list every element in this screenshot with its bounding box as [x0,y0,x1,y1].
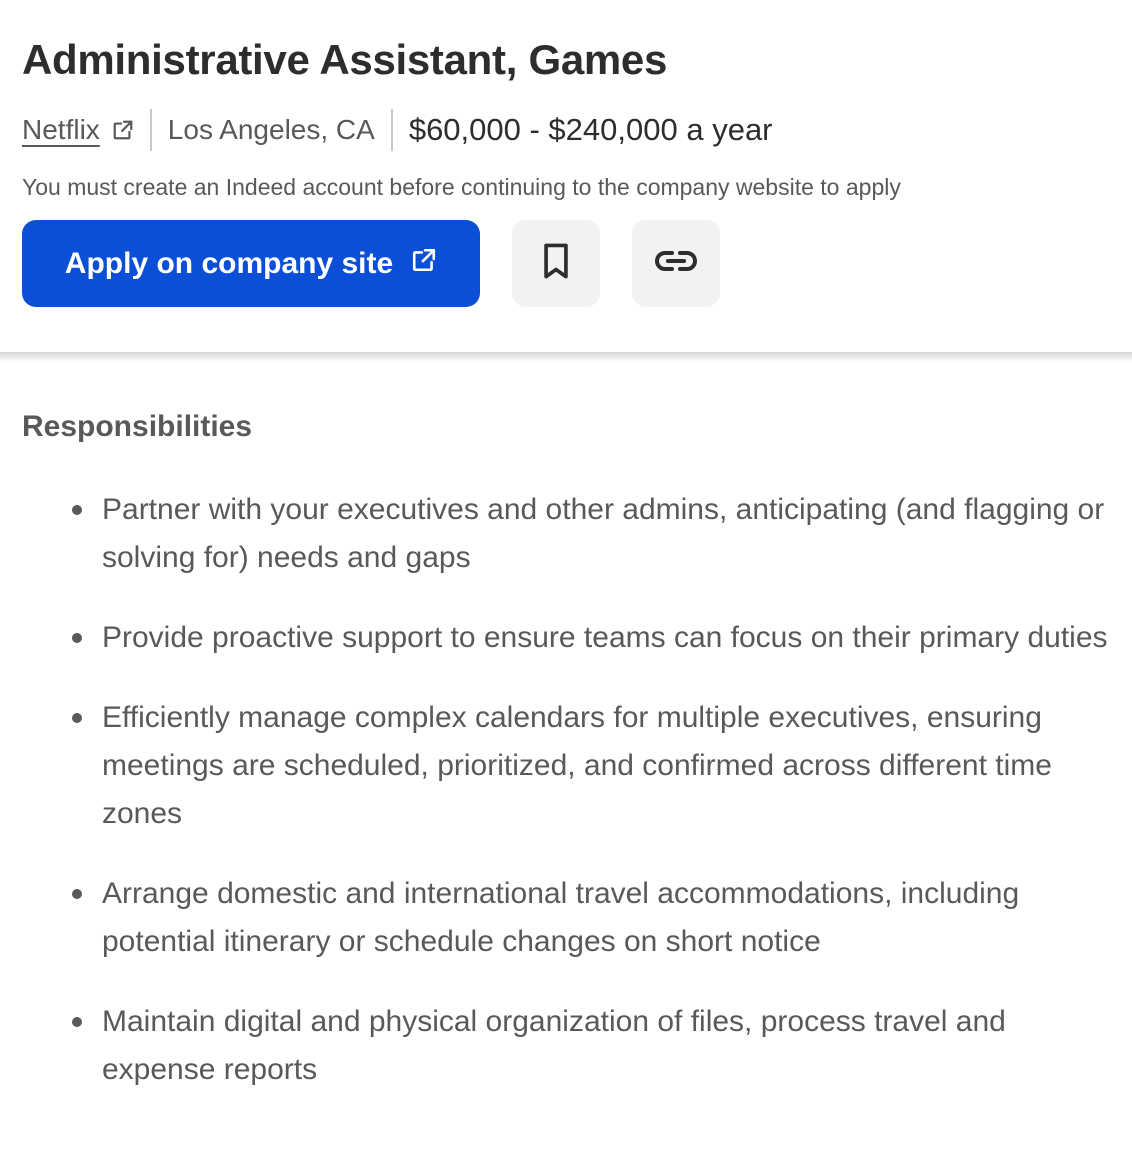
list-item [72,694,1112,838]
link-icon [654,246,698,281]
bullet-icon [72,633,82,643]
apply-button-label: Apply on company site [64,246,394,280]
meta-divider [391,109,393,151]
external-link-icon[interactable] [112,119,134,141]
list-item [72,614,1112,662]
bullet-icon [72,889,82,899]
list-item-text: Partner with your executives and other admins, anticipating (and flagging or solving for) needs and gaps [102,493,1105,574]
list-item [72,998,1112,1094]
external-link-icon [411,247,437,281]
header-shadow-divider [0,352,1132,362]
bookmark-icon [539,242,573,285]
list-item-text: Provide proactive support to ensure teams can focus on their primary duties [102,621,1108,654]
save-job-button[interactable] [512,220,600,307]
responsibilities-heading: Responsibilities [22,410,253,443]
job-header [0,0,1132,358]
job-description [0,358,1132,1172]
job-salary: $60,000 - $240,000 a year [408,112,773,147]
list-item [72,486,1112,582]
job-title: Administrative Assistant, Games [22,36,668,83]
list-item-text: Maintain digital and physical organization of files, process travel and expense reports [102,1005,1006,1086]
apply-on-company-site-button[interactable] [22,220,480,307]
meta-divider [150,109,152,151]
job-location: Los Angeles, CA [167,114,375,145]
bullet-icon [72,1017,82,1027]
company-link[interactable]: Netflix [22,114,100,145]
copy-link-button[interactable] [632,220,720,307]
bullet-icon [72,713,82,723]
list-item-text: Arrange domestic and international travel accommodations, including potential itinerary or schedule changes on short notice [102,877,1020,958]
bullet-icon [72,505,82,515]
job-meta-row [22,108,773,152]
responsibilities-list [72,486,1112,1126]
list-item-text: Efficiently manage complex calendars for multiple executives, ensuring meetings are scheduled, prioritized, and confirmed across different time zones [102,701,1052,830]
account-notice: You must create an Indeed account before continuing to the company website to apply [22,174,901,200]
list-item [72,870,1112,966]
